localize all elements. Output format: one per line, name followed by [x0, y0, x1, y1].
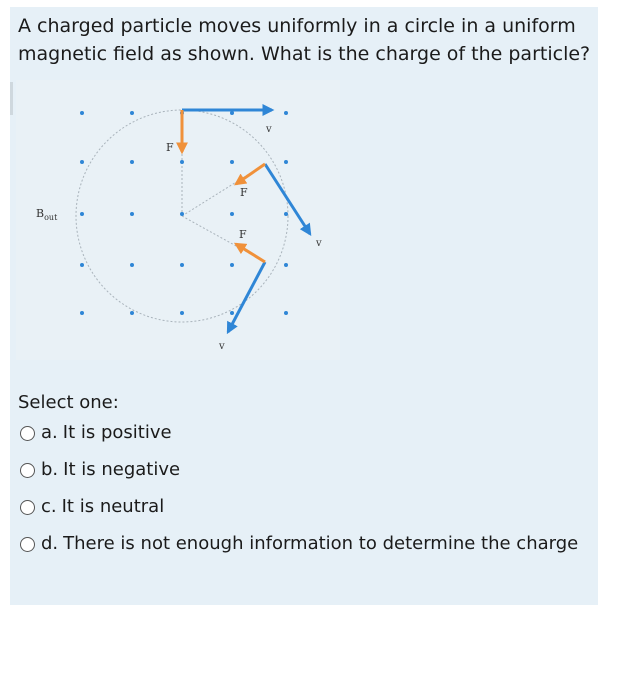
- magnetic-field-figure: [16, 80, 340, 360]
- velocity-arrow-bottom: [228, 262, 265, 332]
- radio-button-d[interactable]: [20, 537, 35, 552]
- option-a[interactable]: [20, 420, 580, 446]
- option-b-letter: b.: [41, 459, 59, 480]
- option-d[interactable]: [20, 531, 580, 557]
- select-one-label: Select one:: [18, 392, 119, 413]
- velocity-label-right: v: [316, 238, 322, 249]
- radio-button-a[interactable]: [20, 426, 35, 441]
- question-text: A charged particle moves uniformly in a circle in a uniform magnetic field as shown. What is the charge of the particle?: [18, 15, 591, 65]
- option-b[interactable]: [20, 457, 580, 483]
- force-label-top: F: [166, 141, 174, 154]
- velocity-arrow-right: [265, 164, 310, 234]
- force-label-right: F: [240, 186, 248, 199]
- option-c-letter: c.: [41, 496, 57, 517]
- force-label-bottom: F: [239, 228, 247, 241]
- option-d-text: There is not enough information to determine the charge: [63, 533, 579, 554]
- figure-diagram: [16, 80, 340, 360]
- option-c[interactable]: [20, 494, 580, 520]
- option-a-letter: a.: [41, 422, 58, 443]
- answer-options: [20, 420, 580, 557]
- force-arrow-bottom: [236, 244, 265, 262]
- velocity-label-bottom: v: [219, 341, 225, 352]
- option-b-text: It is negative: [63, 459, 181, 480]
- field-label: [36, 207, 58, 222]
- card-left-marker: [10, 82, 13, 115]
- field-label-sub: out: [44, 213, 58, 222]
- velocity-label-top: v: [266, 124, 272, 135]
- radio-button-c[interactable]: [20, 500, 35, 515]
- radio-button-b[interactable]: [20, 463, 35, 478]
- option-c-text: It is neutral: [61, 496, 165, 517]
- field-label-main: B: [36, 207, 45, 220]
- option-a-text: It is positive: [62, 422, 172, 443]
- field-dots: [80, 111, 288, 315]
- force-arrow-right: [236, 164, 265, 184]
- option-d-letter: d.: [41, 533, 59, 554]
